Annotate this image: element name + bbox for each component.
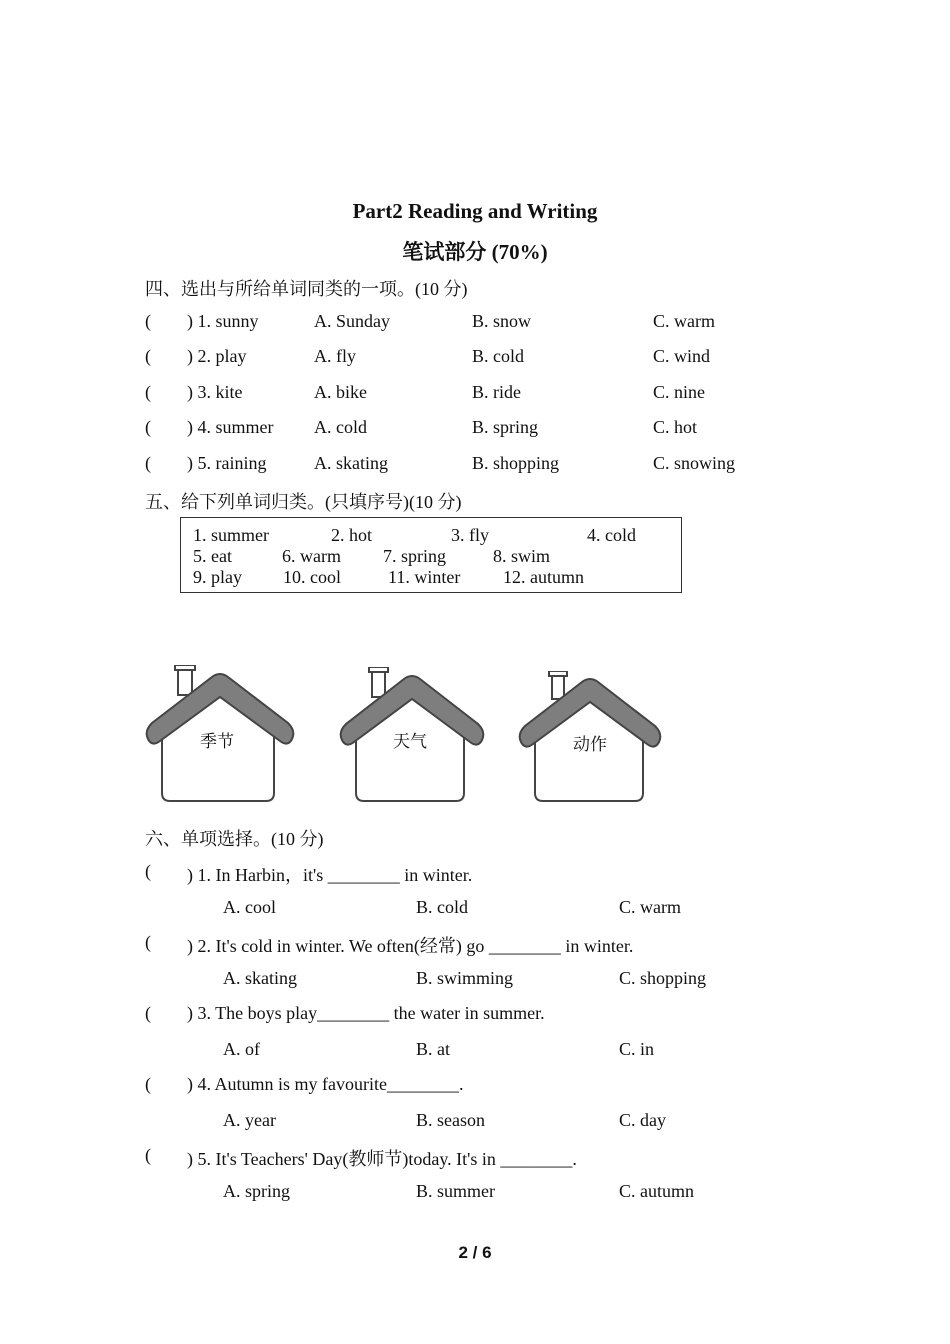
house-seasons[interactable] bbox=[142, 665, 298, 805]
answer-paren[interactable]: ( bbox=[145, 453, 151, 473]
word-item: 10. cool bbox=[283, 567, 341, 587]
answer-paren[interactable]: ( bbox=[145, 932, 151, 952]
word-item: 5. eat bbox=[193, 546, 232, 566]
option-c: C. autumn bbox=[619, 1181, 694, 1201]
page-title: Part2 Reading and Writing bbox=[352, 199, 598, 223]
section6-heading: 六、单项选择。(10 分) bbox=[145, 829, 324, 849]
word-item: 9. play bbox=[193, 567, 242, 587]
answer-paren[interactable]: ( bbox=[145, 1003, 151, 1023]
word-item: 6. warm bbox=[282, 546, 341, 566]
question-word: ) 4. summer bbox=[187, 417, 274, 437]
option-a: A. cool bbox=[223, 897, 276, 917]
option-c: C. day bbox=[619, 1110, 666, 1130]
word-item: 3. fly bbox=[451, 525, 489, 545]
question-stem: ) 4. Autumn is my favourite________. bbox=[187, 1074, 464, 1094]
option-b: B. summer bbox=[416, 1181, 495, 1201]
word-box bbox=[180, 517, 682, 593]
answer-paren[interactable]: ( bbox=[145, 861, 151, 881]
word-item: 12. autumn bbox=[503, 567, 584, 587]
house-label: 动作 bbox=[573, 735, 607, 755]
option-a: A. spring bbox=[223, 1181, 290, 1201]
option-b: B. cold bbox=[472, 346, 524, 366]
option-b: B. season bbox=[416, 1110, 485, 1130]
option-a: A. cold bbox=[314, 417, 367, 437]
word-item: 7. spring bbox=[383, 546, 446, 566]
option-c: C. nine bbox=[653, 382, 705, 402]
house-weather[interactable] bbox=[337, 667, 487, 805]
option-b: B. swimming bbox=[416, 968, 514, 988]
answer-paren[interactable]: ( bbox=[145, 382, 151, 402]
option-a: A. bike bbox=[314, 382, 367, 402]
option-b: B. snow bbox=[472, 311, 532, 331]
house-actions[interactable] bbox=[516, 671, 664, 805]
answer-paren[interactable]: ( bbox=[145, 346, 151, 366]
section5-heading: 五、给下列单词归类。(只填序号)(10 分) bbox=[145, 492, 462, 512]
question-word: ) 1. sunny bbox=[187, 311, 259, 331]
answer-paren[interactable]: ( bbox=[145, 417, 151, 437]
option-c: C. warm bbox=[619, 897, 681, 917]
answer-paren[interactable]: ( bbox=[145, 1074, 151, 1094]
option-b: B. ride bbox=[472, 382, 521, 402]
option-b: B. cold bbox=[416, 897, 468, 917]
question-stem: ) 2. It's cold in winter. We often(经常) go ________ in winter. bbox=[187, 936, 634, 956]
answer-paren[interactable]: ( bbox=[145, 1145, 151, 1165]
option-a: A. of bbox=[223, 1039, 260, 1059]
option-a: A. fly bbox=[314, 346, 356, 366]
question-stem: ) 3. The boys play________ the water in summer. bbox=[187, 1003, 545, 1023]
house-label: 季节 bbox=[200, 732, 234, 752]
option-c: C. wind bbox=[653, 346, 711, 366]
page-number: 2 / 6 bbox=[458, 1243, 492, 1262]
question-stem: ) 1. In Harbin，it's ________ in winter. bbox=[187, 865, 473, 885]
word-item: 2. hot bbox=[331, 525, 373, 545]
section4-heading: 四、选出与所给单词同类的一项。(10 分) bbox=[145, 279, 468, 299]
question-word: ) 3. kite bbox=[187, 382, 243, 402]
option-c: C. shopping bbox=[619, 968, 707, 988]
option-a: A. year bbox=[223, 1110, 276, 1130]
page-subtitle: 笔试部分 (70%) bbox=[402, 240, 548, 264]
option-b: B. at bbox=[416, 1039, 450, 1059]
option-b: B. spring bbox=[472, 417, 539, 437]
question-stem: ) 5. It's Teachers' Day(教师节)today. It's in ________. bbox=[187, 1149, 577, 1169]
option-c: C. warm bbox=[653, 311, 715, 331]
answer-paren[interactable]: ( bbox=[145, 311, 151, 331]
word-item: 11. winter bbox=[388, 567, 461, 587]
option-c: C. hot bbox=[653, 417, 698, 437]
option-a: A. Sunday bbox=[314, 311, 390, 331]
question-word: ) 5. raining bbox=[187, 453, 267, 473]
word-item: 1. summer bbox=[193, 525, 269, 545]
word-item: 8. swim bbox=[493, 546, 551, 566]
option-a: A. skating bbox=[314, 453, 388, 473]
option-c: C. snowing bbox=[653, 453, 736, 473]
option-b: B. shopping bbox=[472, 453, 560, 473]
question-word: ) 2. play bbox=[187, 346, 247, 366]
house-label: 天气 bbox=[393, 732, 427, 752]
option-a: A. skating bbox=[223, 968, 297, 988]
option-c: C. in bbox=[619, 1039, 655, 1059]
word-item: 4. cold bbox=[587, 525, 636, 545]
